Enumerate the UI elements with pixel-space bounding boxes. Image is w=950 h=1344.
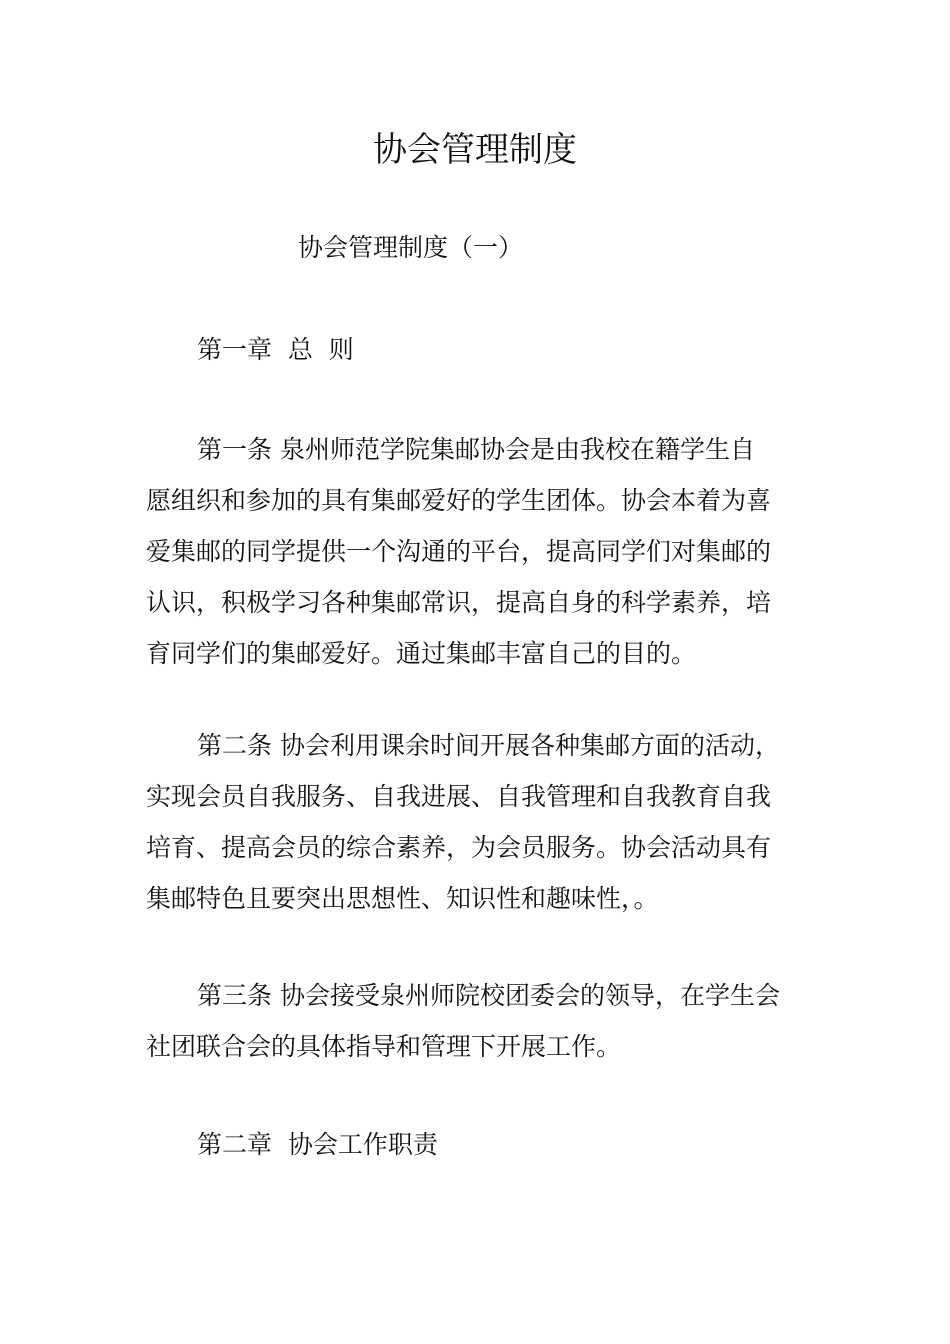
article-1-line: 爱集邮的同学提供一个沟通的平台，提高同学们对集邮的 — [146, 537, 772, 566]
article-1-line: 认识，积极学习各种集邮常识，提高自身的科学素养，培 — [146, 588, 772, 617]
article-1-line: 愿组织和参加的具有集邮爱好的学生团体。协会本着为喜 — [146, 486, 772, 515]
document-subtitle: 协会管理制度（一） — [298, 233, 524, 262]
chapter-2-heading: 第二章 协会工作职责 — [197, 1130, 438, 1159]
document-title: 协会管理制度 — [373, 130, 577, 170]
article-3-paragraph — [146, 970, 806, 1072]
article-2-line: 实现会员自我服务、自我进展、自我管理和自我教育自我 — [146, 782, 772, 811]
chapter-1-heading: 第一章 总 则 — [197, 335, 354, 364]
article-2-line: 第二条 协会利用课余时间开展各种集邮方面的活动， — [197, 731, 780, 760]
article-2-line: 培育、提高会员的综合素养，为会员服务。协会活动具有 — [146, 833, 772, 862]
article-1-paragraph — [146, 424, 806, 679]
article-3-line: 第三条 协会接受泉州师院校团委会的领导，在学生会 — [197, 981, 780, 1010]
article-2-line: 集邮特色且要突出思想性、知识性和趣味性，。 — [146, 884, 659, 913]
article-1-line: 第一条 泉州师范学院集邮协会是由我校在籍学生自 — [197, 435, 755, 464]
article-3-line: 社团联合会的具体指导和管理下开展工作。 — [146, 1032, 622, 1061]
article-2-paragraph — [146, 720, 806, 924]
article-1-line: 育同学们的集邮爱好。通过集邮丰富自己的目的。 — [146, 639, 697, 668]
